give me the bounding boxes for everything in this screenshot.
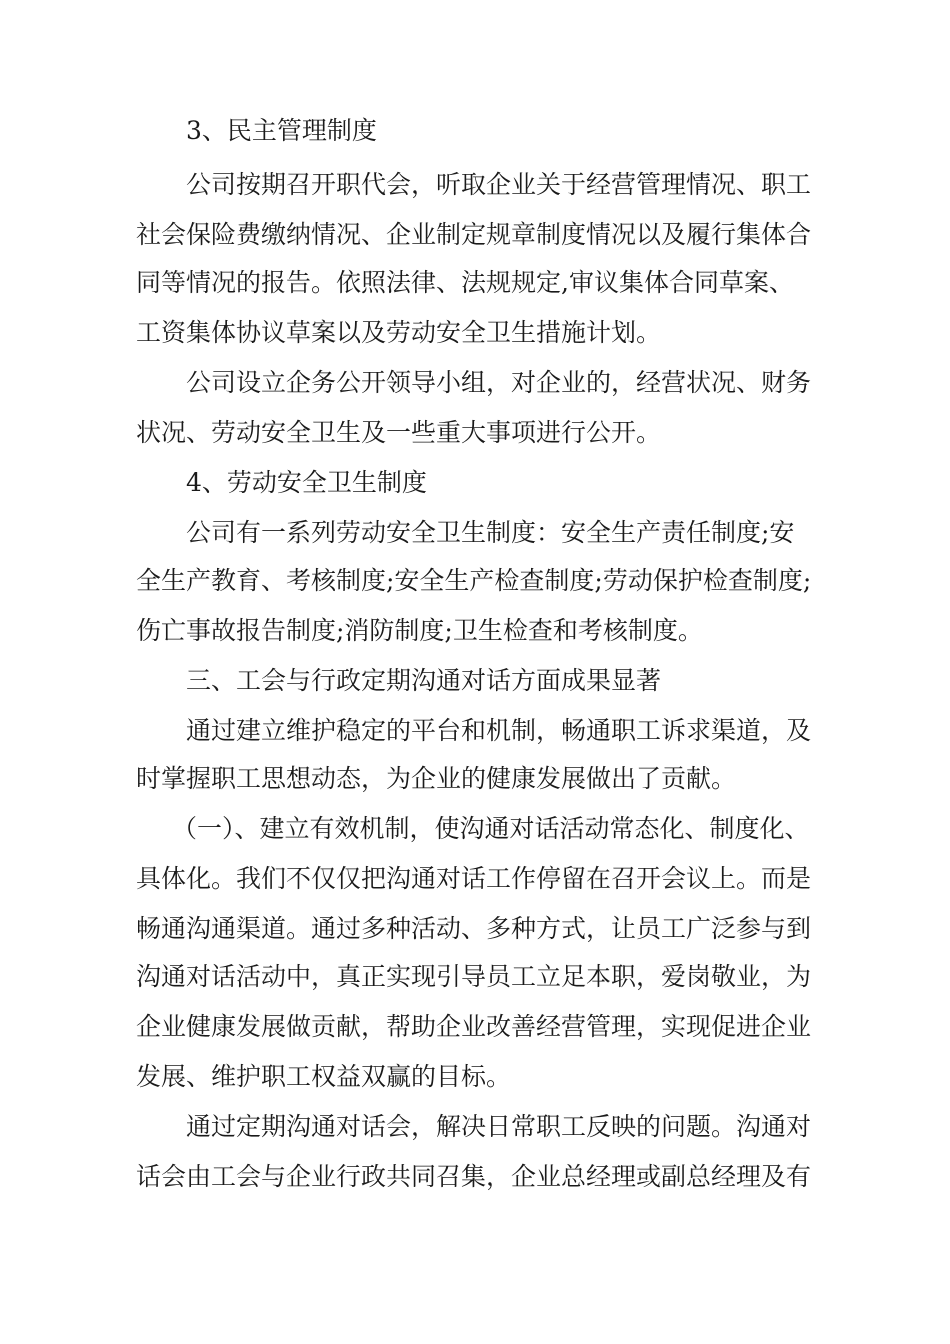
paragraph-line: 伤亡事故报告制度;消防制度;卫生检查和考核制度。 (136, 616, 703, 645)
section-heading-communication: 三、工会与行政定期沟通对话方面成果显著 (186, 666, 662, 695)
paragraph-line: 企业健康发展做贡献，帮助企业改善经营管理，实现促进企业 (136, 1012, 812, 1041)
paragraph-line: 发展、维护职工权益双赢的目标。 (136, 1062, 512, 1091)
subsection-line: （一）、建立有效机制，使沟通对话活动常态化、制度化、 (172, 814, 810, 843)
paragraph-line: 畅通沟通渠道。通过多种活动、多种方式，让员工广泛参与到 (136, 914, 812, 943)
paragraph-line: 话会由工会与企业行政共同召集，企业总经理或副总经理及有 (136, 1162, 812, 1191)
paragraph-line: 具体化。我们不仅仅把沟通对话工作停留在召开会议上。而是 (136, 864, 812, 893)
paragraph-line: 公司设立企务公开领导小组，对企业的，经营状况、财务 (186, 368, 812, 397)
paragraph-line: 通过建立维护稳定的平台和机制，畅通职工诉求渠道，及 (186, 716, 812, 745)
paragraph-line: 工资集体协议草案以及劳动安全卫生措施计划。 (136, 318, 662, 347)
section-heading-labor-safety: 4、劳动安全卫生制度 (186, 468, 427, 497)
section-heading-democratic-management: 3、民主管理制度 (186, 116, 377, 145)
paragraph-line: 状况、劳动安全卫生及一些重大事项进行公开。 (136, 418, 662, 447)
paragraph-line: 时掌握职工思想动态，为企业的健康发展做出了贡献。 (136, 764, 737, 793)
paragraph-line: 通过定期沟通对话会，解决日常职工反映的问题。沟通对 (186, 1112, 812, 1141)
paragraph-line: 同等情况的报告。依照法律、法规规定,审议集体合同草案、 (136, 268, 794, 297)
paragraph-line: 社会保险费缴纳情况、企业制定规章制度情况以及履行集体合 (136, 220, 812, 249)
paragraph-line: 沟通对话活动中，真正实现引导员工立足本职，爱岗敬业，为 (136, 962, 812, 991)
paragraph-line: 公司按期召开职代会，听取企业关于经营管理情况、职工 (186, 170, 812, 199)
paragraph-line: 公司有一系列劳动安全卫生制度：安全生产责任制度;安 (186, 518, 795, 547)
paragraph-line: 全生产教育、考核制度;安全生产检查制度;劳动保护检查制度; (136, 566, 812, 595)
